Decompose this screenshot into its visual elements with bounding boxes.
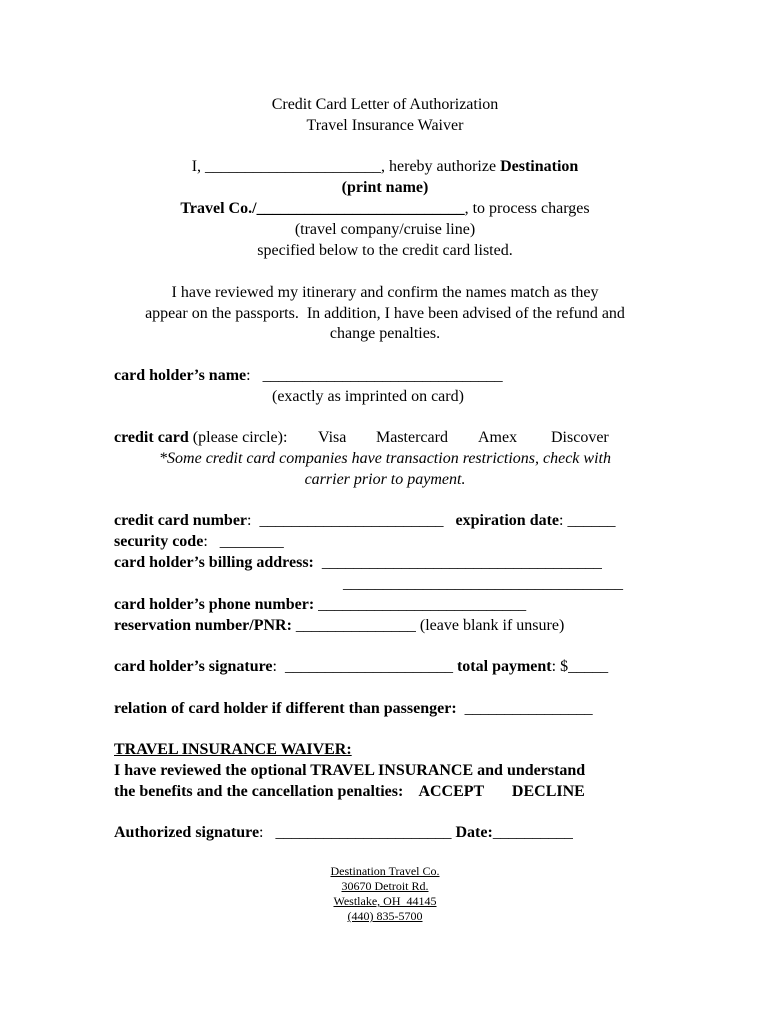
card-option-amex[interactable]: Amex: [478, 429, 518, 446]
card-option-visa[interactable]: Visa: [318, 429, 347, 446]
destination-text: Destination: [500, 158, 579, 175]
card-holder-name-label: card holder’s name: [114, 367, 247, 384]
card-holder-signature-label: card holder’s signature: [114, 658, 273, 675]
authorize-line: [0, 157, 770, 177]
total-payment-field[interactable]: : $_____: [551, 658, 609, 675]
document-subtitle: [0, 116, 770, 136]
credit-card-type-row: [114, 428, 299, 448]
print-name-caption: [0, 178, 770, 198]
card-holder-name-field[interactable]: : ______________________________: [246, 367, 503, 384]
company-caption: [0, 220, 770, 240]
process-charges-text: , to process charges: [464, 200, 590, 217]
card-number-field[interactable]: : _______________________: [247, 512, 456, 529]
reservation-row: [114, 616, 564, 636]
travel-company-field[interactable]: __________________________: [256, 200, 465, 217]
waiver-line-1: I have reviewed the optional TRAVEL INSURANCE and understand: [114, 762, 586, 779]
card-number-row: [114, 511, 615, 531]
phone-number-field[interactable]: __________________________: [314, 596, 527, 613]
expiration-label: expiration date: [455, 512, 560, 529]
security-code-row: [114, 532, 284, 552]
credit-card-label: credit card: [114, 429, 189, 446]
relation-row: [114, 699, 593, 719]
hereby-text: , hereby authorize: [381, 158, 501, 175]
billing-address-field-1[interactable]: ___________________________________: [313, 554, 602, 571]
expiration-field[interactable]: : ______: [559, 512, 616, 529]
specified-line: [0, 241, 770, 261]
travel-co-text: Travel Co./: [180, 200, 257, 217]
footer-city: Westlake, OH 44145: [333, 894, 437, 908]
footer-street: 30670 Detroit Rd.: [341, 879, 429, 893]
reservation-label: reservation number/PNR:: [114, 617, 292, 634]
security-code-label: security code: [114, 533, 204, 550]
date-label: Date:: [455, 824, 493, 841]
footer-company: Destination Travel Co.: [330, 864, 440, 878]
card-restriction-note-1: *Some credit card companies have transaction restrictions, check with: [159, 450, 611, 467]
please-circle-text: (please circle):: [188, 429, 300, 446]
card-holder-name-caption: (exactly as imprinted on card): [272, 388, 464, 405]
card-option-discover[interactable]: Discover: [551, 429, 609, 446]
specified-text: specified below to the credit card listed.: [257, 242, 513, 259]
footer-phone: (440) 835-5700: [347, 909, 423, 923]
card-holder-name-row: [114, 366, 503, 386]
review-line-3: change penalties.: [329, 325, 441, 342]
security-code-field[interactable]: : ________: [203, 533, 284, 550]
print-name-label: (print name): [341, 179, 429, 196]
title-line-2: Travel Insurance Waiver: [306, 117, 464, 134]
phone-number-row: [114, 595, 526, 615]
relation-label: relation of card holder if different than passenger:: [114, 700, 457, 717]
card-restriction-note-2: carrier prior to payment.: [304, 471, 466, 488]
authorized-signature-row: [114, 823, 573, 843]
authorized-signature-field[interactable]: : ______________________: [259, 824, 456, 841]
review-line-2: appear on the passports. In addition, I have been advised of the refund and: [145, 305, 625, 322]
i-prefix: I,: [191, 158, 206, 175]
card-number-label: credit card number: [114, 512, 248, 529]
document-title: [0, 95, 770, 115]
review-line-1: I have reviewed my itinerary and confirm the names match as they: [171, 284, 599, 301]
date-field[interactable]: __________: [492, 824, 573, 841]
signature-row: [114, 657, 608, 677]
company-caption-text: (travel company/cruise line): [294, 221, 476, 238]
total-payment-label: total payment: [456, 658, 552, 675]
waiver-heading: TRAVEL INSURANCE WAIVER:: [114, 741, 352, 758]
card-option-mastercard[interactable]: Mastercard: [376, 429, 448, 446]
title-line-1: Credit Card Letter of Authorization: [271, 96, 499, 113]
reservation-field[interactable]: _______________ (leave blank if unsure): [291, 617, 565, 634]
phone-number-label: card holder’s phone number:: [114, 596, 315, 613]
relation-field[interactable]: ________________: [456, 700, 593, 717]
authorized-signature-label: Authorized signature: [114, 824, 260, 841]
billing-address-row: [114, 553, 602, 573]
print-name-field[interactable]: ______________________: [205, 158, 382, 175]
card-holder-signature-field[interactable]: : _____________________: [272, 658, 457, 675]
billing-address-field-2[interactable]: ___________________________________: [343, 575, 623, 592]
billing-address-label: card holder’s billing address:: [114, 554, 314, 571]
travel-company-line: [0, 199, 770, 219]
waiver-line-2: the benefits and the cancellation penalties: ACCEPT DECLINE: [114, 783, 585, 800]
